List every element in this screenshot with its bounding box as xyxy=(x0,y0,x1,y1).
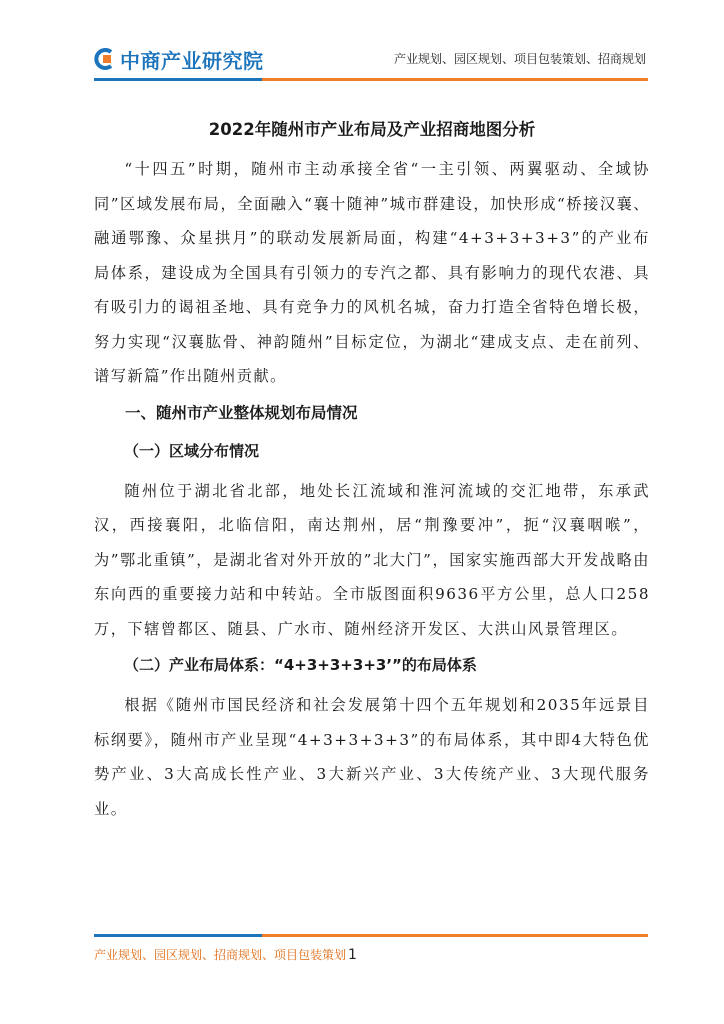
document-body xyxy=(94,118,650,826)
subsection-heading-region: （一）区域分布情况 xyxy=(124,441,260,460)
company-logo xyxy=(94,44,264,74)
header-slogan: 产业规划、园区规划、项目包装策划、招商规划 xyxy=(393,52,646,66)
footer-slogan: 产业规划、园区规划、招商规划、项目包装策划 xyxy=(94,948,347,962)
header-divider-blue xyxy=(94,78,262,81)
subsection-heading-industry: （二）产业布局体系：“4+3+3+3+3’”的布局体系 xyxy=(124,656,477,674)
logo-icon xyxy=(94,48,116,70)
footer-divider-orange xyxy=(262,934,648,937)
region-paragraph: 随州位于湖北省北部，地处长江流域和淮河流域的交汇地带，东承武汉，西接襄阳，北临信阳，南达荆州，居“荆豫要冲”，扼“汉襄咽喉”，为”鄂北重镇”，是湖北省对外开放的”北大门”，国家实施西部大开发战略由东向西的重要接力站和中转站。全市版图面积9636平方公里，总人口258万，下辖曾都区、随县、广水市、随州经济开发区、大洪山风景管理区。 xyxy=(94,481,650,638)
page-number: 1 xyxy=(348,947,357,963)
intro-paragraph: “十四五”时期，随州市主动承接全省“一主引领、两翼驱动、全域协同”区域发展布局，全面融入“襄十随神”城市群建设，加快形成“桥接汉襄、融通鄂豫、众星拱月”的联动发展新局面，构建“4+3+3+3+3”的产业布局体系，建设成为全国具有引领力的专汽之都、具有影响力的现代农港、具有吸引力的谒祖圣地、具有竞争力的风机名城，奋力打造全省特色增长极，努力实现“汉襄肱骨、神韵随州”目标定位，为湖北“建成支点、走在前列、谱写新篇”作出随州贡献。 xyxy=(94,160,650,385)
page-header xyxy=(0,0,724,90)
page-footer xyxy=(94,946,357,963)
document-title: 2022年随州市产业布局及产业招商地图分析 xyxy=(208,120,536,139)
logo-text: 中商产业研究院 xyxy=(120,48,264,73)
section-heading: 一、随州市产业整体规划布局情况 xyxy=(125,403,358,422)
footer-divider-blue xyxy=(94,934,262,937)
header-divider-orange xyxy=(262,78,648,81)
industry-paragraph: 根据《随州市国民经济和社会发展第十四个五年规划和2035年远景目标纲要》，随州市产业呈现“4+3+3+3+3”的布局体系，其中即4大特色优势产业、3大高成长性产业、3大新兴产业、3大传统产业、3大现代服务业。 xyxy=(94,696,650,818)
